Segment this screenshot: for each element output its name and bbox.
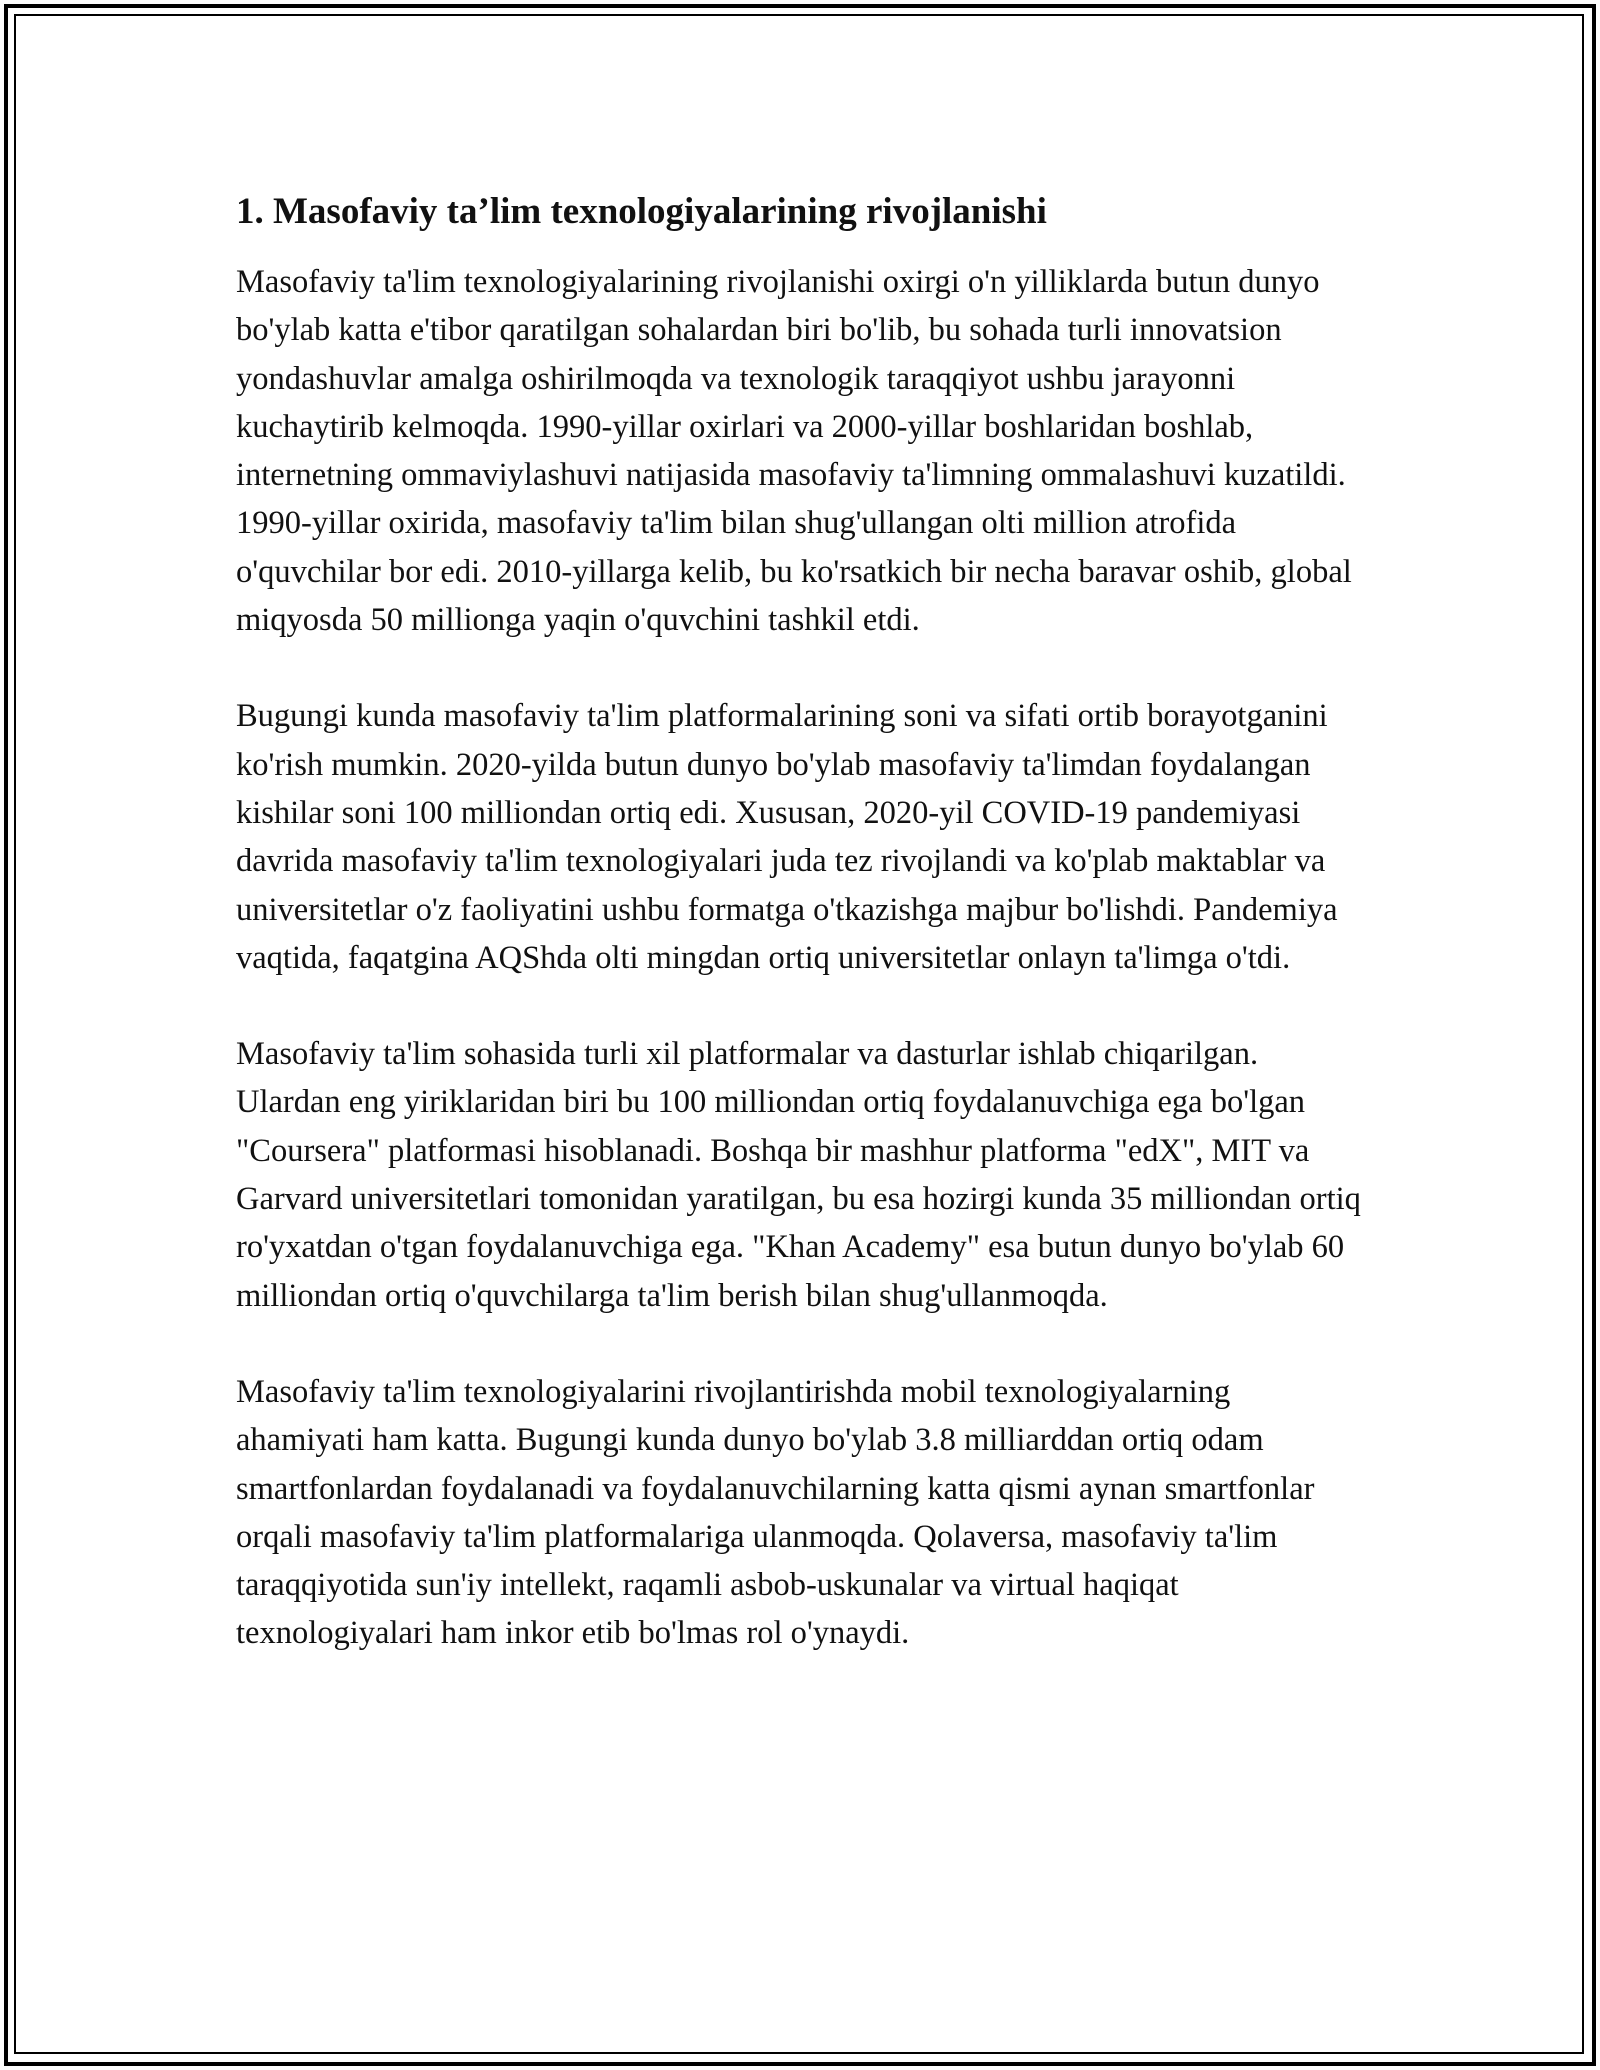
paragraph-4: Masofaviy ta'lim texnologiyalarini rivojlantirishda mobil texnologiyalarning ahamiyati ham katta. Bugungi kunda dunyo bo'ylab 3.8 milliarddan ortiq odam smartfonlardan foydalanadi va foydalanuvchilarning katta qismi aynan smartfonlar orqali masofaviy ta'lim platformalariga ulanmoqda. Qolaversa, masofaviy ta'lim taraqqiyotida sun'iy intellekt, raqamli asbob-uskunalar va virtual haqiqat texnologiyalari ham inkor etib bo'lmas rol o'ynaydi. — [236, 1373, 1315, 1652]
document-body — [236, 186, 1366, 1658]
paragraph-3: Masofaviy ta'lim sohasida turli xil platformalar va dasturlar ishlab chiqarilgan. Ulardan eng yiriklaridan biri bu 100 milliondan ortiq foydalanuvchiga ega bo'lgan "Coursera" platformasi hisoblanadi. Boshqa bir mashhur platforma "edX", MIT va Garvard universitetlari tomonidan yaratilgan, bu esa hozirgi kunda 35 milliondan ortiq ro'yxatdan o'tgan foydalanuvchiga ega. "Khan Academy" esa butun dunyo bo'ylab 60 milliondan ortiq o'quvchilarga ta'lim berish bilan shug'ullanmoqda. — [236, 1036, 1361, 1314]
paragraph-2: Bugungi kunda masofaviy ta'lim platformalarining soni va sifati ortib borayotganini ko'rish mumkin. 2020-yilda butun dunyo bo'ylab masofaviy ta'limdan foydalangan kishilar soni 100 milliondan ortiq edi. Xususan, 2020-yil COVID-19 pandemiyasi davrida masofaviy ta'lim texnologiyalari juda tez rivojlandi va ko'plab maktablar va universitetlar o'z faoliyatini ushbu formatga o'tkazishga majbur bo'lishdi. Pandemiya vaqtida, faqatgina AQShda olti mingdan ortiq universitetlar onlayn ta'limga o'tdi. — [236, 698, 1338, 976]
section-heading: 1. Masofaviy ta’lim texnologiyalarining rivojlanishi — [236, 191, 1047, 232]
paragraph-1: Masofaviy ta'lim texnologiyalarining rivojlanishi oxirgi o'n yilliklarda butun dunyo bo'ylab katta e'tibor qaratilgan sohalardan biri bo'lib, bu sohada turli innovatsion yondashuvlar amalga oshirilmoqda va texnologik taraqqiyot ushbu jarayonni kuchaytirib kelmoqda. 1990-yillar oxirlari va 2000-yillar boshlaridan boshlab, internetning ommaviylashuvi natijasida masofaviy ta'limning ommalashuvi kuzatildi. 1990-yillar oxirida, masofaviy ta'lim bilan shug'ullangan olti million atrofida o'quvchilar bor edi. 2010-yillarga kelib, bu ko'rsatkich bir necha baravar oshib, global miqyosda 50 millionga yaqin o'quvchini tashkil etdi. — [236, 264, 1352, 639]
